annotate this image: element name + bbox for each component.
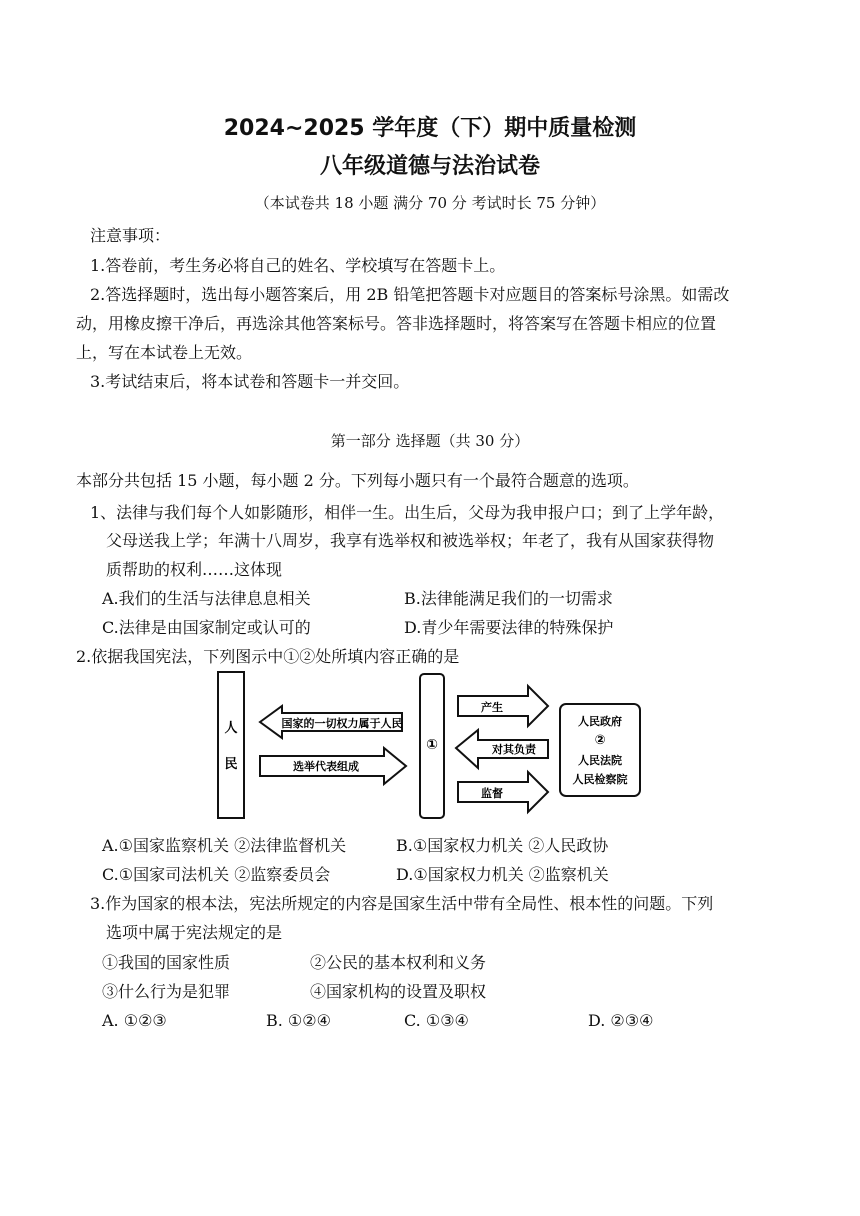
q2-option-b: B.①国家权力机关 ②人民政协: [396, 836, 609, 855]
note-item-2-cont: 动，用橡皮擦干净后，再选涂其他答案标号。答非选择题时，将答案写在答题卡相应的位置: [76, 314, 717, 333]
box-court: 人民法院: [578, 754, 622, 767]
note-item-3: 3.考试结束后，将本试卷和答题卡一并交回。: [90, 372, 410, 391]
notes-heading: 注意事项：: [90, 226, 171, 245]
q1-stem-line2: 父母送我上学；年满十八周岁，我享有选举权和被选举权；年老了，我有从国家获得物: [106, 531, 715, 550]
q3-option-b: B. ①②④: [266, 1011, 331, 1030]
q2-option-c: C.①国家司法机关 ②监察委员会: [102, 865, 331, 884]
arrow-supervise-label: 监督: [481, 787, 503, 800]
box-government: 人民政府: [578, 715, 622, 728]
center-marker: ①: [426, 737, 438, 753]
box-procuratorate: 人民检察院: [572, 773, 628, 786]
q3-item-1: ①我国的国家性质: [102, 953, 231, 972]
arrow-produce-label: 产生: [481, 701, 503, 714]
people-char-2: 民: [224, 757, 238, 772]
exam-title: 2024~2025 学年度（下）期中质量检测: [223, 116, 637, 141]
q2-option-d: D.①国家权力机关 ②监察机关: [396, 865, 609, 884]
q1-stem-line3: 质帮助的权利……这体现: [106, 560, 283, 579]
q1-option-c: C.法律是由国家制定或认可的: [102, 618, 311, 637]
arrow-produce: [458, 686, 548, 726]
q3-stem-line2: 选项中属于宪法规定的是: [106, 923, 283, 942]
note-item-2-end: 上，写在本试卷上无效。: [76, 343, 253, 362]
note-item-1: 1.答卷前，考生务必将自己的姓名、学校填写在答题卡上。: [90, 256, 506, 275]
q2-diagram: [210, 668, 650, 824]
q3-option-c: C. ①③④: [404, 1011, 469, 1030]
q3-item-2: ②公民的基本权利和义务: [310, 953, 487, 972]
arrow-elect-label: 选举代表组成: [293, 760, 359, 773]
q1-option-a: A.我们的生活与法律息息相关: [102, 589, 311, 608]
q3-option-d: D. ②③④: [588, 1011, 654, 1030]
box-marker-2: ②: [594, 733, 606, 748]
q1-option-b: B.法律能满足我们的一切需求: [404, 589, 613, 608]
q2-stem: 2.依据我国宪法，下列图示中①②处所填内容正确的是: [76, 647, 460, 666]
section-intro: 本部分共包括 15 小题，每小题 2 分。下列每小题只有一个最符合题意的选项。: [76, 471, 639, 490]
q3-stem-line1: 3.作为国家的根本法，宪法所规定的内容是国家生活中带有全局性、根本性的问题。下列: [90, 894, 714, 913]
q1-stem-line1: 1、法律与我们每个人如影随形，相伴一生。出生后，父母为我申报户口；到了上学年龄，: [90, 503, 725, 522]
q3-option-a: A. ①②③: [102, 1011, 167, 1030]
section-title: 第一部分 选择题（共 30 分）: [330, 432, 530, 450]
arrow-power-belongs-label: 国家的一切权力属于人民: [281, 717, 403, 730]
people-bar: [218, 672, 244, 818]
arrow-responsible-label: 对其负责: [492, 743, 536, 756]
q2-option-a: A.①国家监察机关 ②法律监督机关: [102, 836, 347, 855]
q3-item-4: ④国家机构的设置及职权: [310, 982, 487, 1001]
q1-option-d: D.青少年需要法律的特殊保护: [404, 618, 614, 637]
people-char-1: 人: [224, 721, 238, 736]
exam-info: （本试卷共 18 小题 满分 70 分 考试时长 75 分钟）: [254, 194, 606, 212]
q3-item-3: ③什么行为是犯罪: [102, 982, 231, 1001]
exam-subtitle: 八年级道德与法治试卷: [319, 154, 540, 179]
note-item-2: 2.答选择题时，选出每小题答案后，用 2B 铅笔把答题卡对应题目的答案标号涂黑。如需改: [90, 285, 730, 304]
arrow-supervise: [458, 772, 548, 812]
